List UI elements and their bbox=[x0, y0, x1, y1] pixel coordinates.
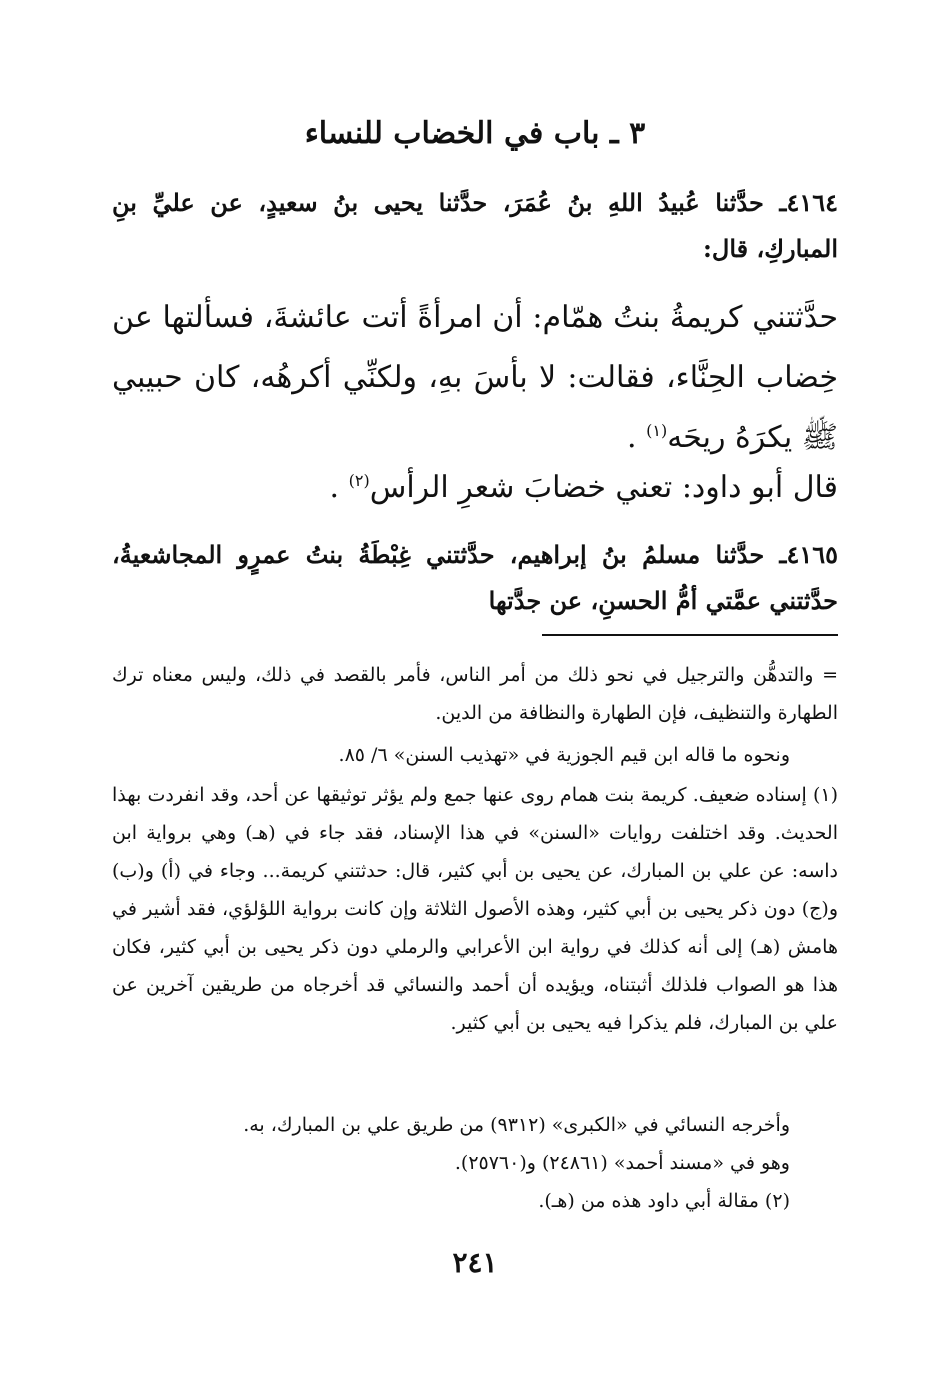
footnote-ref-1[interactable]: (١) bbox=[646, 421, 668, 440]
footnote-ref-2[interactable]: (٢) bbox=[348, 471, 370, 490]
footnote-1-source-nasai: وأخرجه النسائي في «الكبرى» (٩٣١٢) من طريق علي بن المبارك، به. bbox=[243, 1114, 790, 1136]
footnote-separator bbox=[542, 634, 838, 636]
chapter-heading: ٣ ـ باب في الخضاب للنساء bbox=[304, 116, 646, 151]
footnote-1-source-ahmad: وهو في «مسند أحمد» (٢٤٨٦١) و(٢٥٧٦٠). bbox=[454, 1152, 790, 1174]
abu-dawud-end: . bbox=[329, 470, 349, 505]
abu-dawud-comment bbox=[112, 458, 838, 518]
matn-end: . bbox=[627, 420, 647, 455]
footnote-2: (٢) مقالة أبي داود هذه من (هـ). bbox=[538, 1190, 790, 1212]
matn-text: حدَّثتني كريمةُ بنتُ همّام: أن امرأةً أتت عائشةَ، فسألتها عن خِضاب الحِنَّاء، فقالت: لا بأسَ بهِ، ولكنِّي أكرهُه، كان حبيبي ﷺ يكرَهُ ريحَه bbox=[112, 300, 838, 455]
footnote-continuation-reference: ونحوه ما قاله ابن قيم الجوزية في «تهذيب السنن» ٦/ ٨٥. bbox=[338, 744, 790, 766]
hadith-4164-matn bbox=[112, 288, 838, 468]
hadith-4165-isnad: ٤١٦٥ـ حدَّثنا مسلمُ بنُ إبراهيم، حدَّثتني غِبْطَةُ بنتُ عمرٍو المجاشعيةُ، حدَّثتني عمَّتي أمُّ الحسنِ، عن جدَّتها bbox=[112, 540, 838, 615]
abu-dawud-text: قال أبو داود: تعني خضابَ شعرِ الرأس bbox=[369, 470, 838, 505]
page-number: ٢٤١ bbox=[452, 1246, 498, 1279]
footnote-1: (١) إسناده ضعيف. كريمة بنت همام روى عنها جمع ولم يؤثر توثيقها عن أحد، وقد انفردت بهذا الحديث. وقد اختلفت روايات «السنن» في هذا الإسناد، فقد جاء في (هـ) وهي برواية ابن داسه: عن علي بن المبارك، عن يحيى بن أبي كثير، قال: حدثتني كريمة... وجاء في (أ) و(ب) و(ج) دون ذكر يحيى بن أبي كثير، وهذه الأصول الثلاثة وإن كانت برواية اللؤلؤي، فقد أشير في هامش (هـ) إلى أنه كذلك في رواية ابن الأعرابي والرملي دون ذكر يحيى بن أبي كثير، فكان هذا هو الصواب فلذلك أثبتناه، ويؤيده أن أحمد والنسائي قد أخرجاه من طريقين آخرين عن علي بن المبارك، فلم يذكرا فيه يحيى بن أبي كثير. bbox=[112, 784, 838, 1034]
hadith-4164-isnad: ٤١٦٤ـ حدَّثنا عُبيدُ اللهِ بنُ عُمَرَ، حدَّثنا يحيى بنُ سعيدٍ، عن عليِّ بنِ المباركِ، قال: bbox=[112, 188, 838, 263]
footnote-continuation: = والتدهُّن والترجيل في نحو ذلك من أمر الناس، فأمر بالقصد في ذلك، وليس معناه ترك الطهارة والتنظيف، فإن الطهارة والنظافة من الدين. bbox=[112, 664, 838, 724]
